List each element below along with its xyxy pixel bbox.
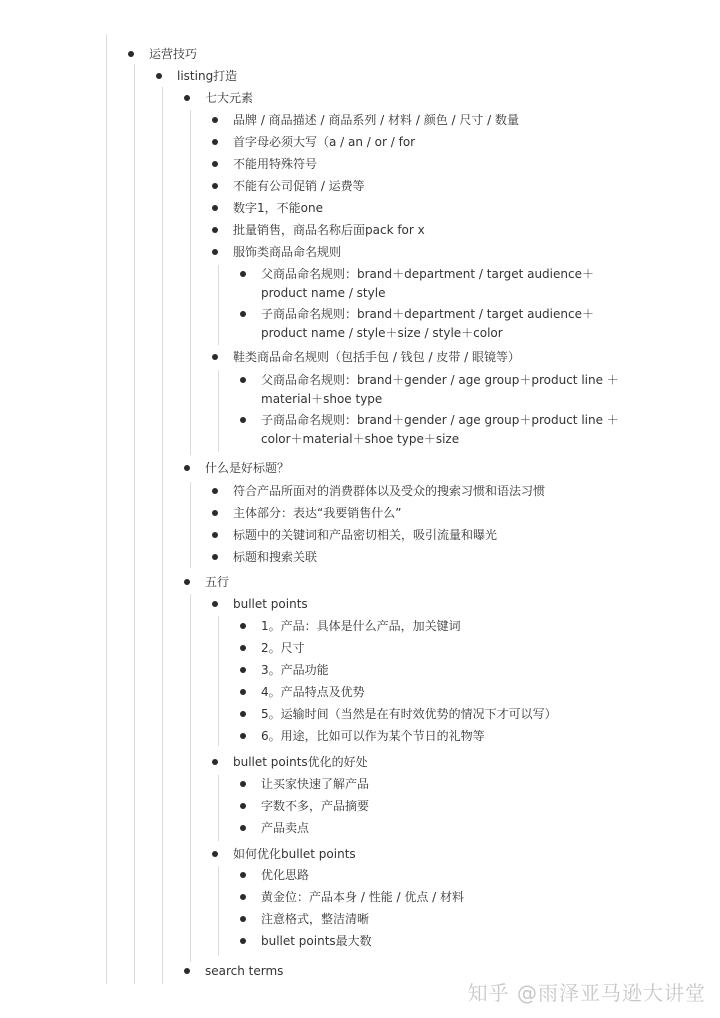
list-item bbox=[261, 866, 309, 885]
outline-guide-line bbox=[106, 34, 107, 984]
watermark: 知乎 @雨泽亚马逊大讲堂 bbox=[467, 981, 706, 1005]
bullet-dot-icon bbox=[212, 161, 218, 167]
list-item bbox=[233, 221, 425, 240]
outline-item-howto bbox=[233, 845, 356, 864]
item-text: 子商品命名规则：brand＋department / target audience＋ bbox=[261, 307, 594, 321]
outline-item-five-lines bbox=[205, 573, 229, 592]
list-item bbox=[261, 639, 305, 658]
list-item bbox=[233, 111, 519, 130]
list-item bbox=[233, 133, 415, 152]
item-text: 什么是好标题？ bbox=[205, 461, 290, 475]
bullet-dot-icon bbox=[240, 781, 246, 787]
list-item bbox=[261, 265, 594, 303]
bullet-dot-icon bbox=[212, 117, 218, 123]
bullet-dot-icon bbox=[240, 938, 246, 944]
bullet-dot-icon bbox=[184, 95, 190, 101]
item-text: 子商品命名规则：brand＋gender / age group＋product line ＋ bbox=[261, 413, 619, 427]
list-item bbox=[261, 683, 365, 702]
outline-guide-line bbox=[190, 594, 191, 962]
outline-guide-line bbox=[190, 110, 191, 455]
bullet-dot-icon bbox=[240, 311, 246, 317]
bullet-dot-icon bbox=[240, 825, 246, 831]
item-text: 五行 bbox=[205, 575, 230, 589]
outline-guide-line bbox=[218, 265, 219, 345]
item-text: 1。产品：具体是什么产品，加关键词 bbox=[261, 619, 461, 633]
item-text: product name / style bbox=[261, 286, 386, 300]
list-item bbox=[261, 705, 557, 724]
item-text: material＋shoe type bbox=[261, 392, 383, 406]
list-item bbox=[261, 305, 594, 343]
bullet-dot-icon bbox=[240, 417, 246, 423]
list-item bbox=[233, 348, 520, 367]
list-item bbox=[261, 910, 369, 929]
bullet-dot-icon bbox=[184, 465, 190, 471]
list-item bbox=[233, 177, 365, 196]
item-text: 4。产品特点及优势 bbox=[261, 685, 365, 699]
bullet-dot-icon bbox=[240, 377, 246, 383]
bullet-dot-icon bbox=[240, 689, 246, 695]
outline-item-benefits bbox=[233, 753, 368, 772]
item-text: 符合产品所面对的消费群体以及受众的搜索习惯和语法习惯 bbox=[233, 484, 546, 498]
item-text: 服饰类商品命名规则 bbox=[233, 245, 342, 259]
list-item bbox=[261, 661, 329, 680]
item-text: 数字1，不能one bbox=[233, 201, 323, 215]
list-item bbox=[261, 819, 309, 838]
item-text: bullet points bbox=[233, 597, 308, 611]
item-text: 3。产品功能 bbox=[261, 663, 329, 677]
item-text: 标题和搜索关联 bbox=[233, 550, 318, 564]
bullet-dot-icon bbox=[240, 733, 246, 739]
item-text: 让买家快速了解产品 bbox=[261, 777, 370, 791]
item-text: 批量销售，商品名称后面pack for x bbox=[233, 223, 425, 237]
list-item bbox=[233, 199, 323, 218]
list-item bbox=[233, 548, 317, 567]
item-text: 七大元素 bbox=[205, 91, 254, 105]
item-text: 父商品命名规则：brand＋gender / age group＋product line ＋ bbox=[261, 373, 619, 387]
item-text: product name / style＋size / style＋color bbox=[261, 326, 503, 340]
item-text: color＋material＋shoe type＋size bbox=[261, 432, 460, 446]
bullet-dot-icon bbox=[212, 139, 218, 145]
item-text: 字数不多，产品摘要 bbox=[261, 799, 370, 813]
outline-item-bullet-points bbox=[233, 595, 308, 614]
bullet-dot-icon bbox=[240, 667, 246, 673]
list-item bbox=[233, 482, 545, 501]
item-text: 优化思路 bbox=[261, 868, 310, 882]
item-text: 运营技巧 bbox=[149, 47, 198, 61]
outline-guide-line bbox=[218, 866, 219, 956]
bullet-dot-icon bbox=[240, 623, 246, 629]
item-text: 不能用特殊符号 bbox=[233, 157, 318, 171]
list-item bbox=[233, 243, 341, 262]
item-text: 品牌 / 商品描述 / 商品系列 / 材料 / 颜色 / 尺寸 / 数量 bbox=[233, 113, 520, 127]
item-text: 黄金位：产品本身 / 性能 / 优点 / 材料 bbox=[261, 890, 465, 904]
item-text: 鞋类商品命名规则（包括手包 / 钱包 / 皮带 / 眼镜等） bbox=[233, 350, 521, 364]
bullet-dot-icon bbox=[212, 851, 218, 857]
list-item bbox=[233, 526, 497, 545]
list-item bbox=[261, 888, 464, 907]
bullet-dot-icon bbox=[212, 183, 218, 189]
bullet-dot-icon bbox=[156, 73, 162, 79]
bullet-dot-icon bbox=[212, 532, 218, 538]
bullet-dot-icon bbox=[212, 601, 218, 607]
item-text: 首字母必须大写（a / an / or / for bbox=[233, 135, 416, 149]
bullet-dot-icon bbox=[212, 249, 218, 255]
item-text: search terms bbox=[205, 964, 284, 978]
bullet-dot-icon bbox=[240, 916, 246, 922]
item-text: 标题中的关键词和产品密切相关，吸引流量和曝光 bbox=[233, 528, 498, 542]
item-text: bullet points最大数 bbox=[261, 934, 372, 948]
item-text: 5。运输时间（当然是在有时效优势的情况下才可以写） bbox=[261, 707, 557, 721]
outline-guide-line bbox=[218, 616, 219, 746]
bullet-dot-icon bbox=[240, 711, 246, 717]
outline-guide-line bbox=[218, 775, 219, 841]
bullet-dot-icon bbox=[240, 271, 246, 277]
outline-item-listing bbox=[177, 67, 237, 86]
item-text: 注意格式，整洁清晰 bbox=[261, 912, 370, 926]
outline-item-seven-elements bbox=[205, 89, 253, 108]
item-text: 产品卖点 bbox=[261, 821, 310, 835]
outline-guide-line bbox=[162, 87, 163, 984]
list-item bbox=[261, 617, 461, 636]
bullet-dot-icon bbox=[212, 759, 218, 765]
outline-guide-line bbox=[134, 64, 135, 984]
outline-guide-line bbox=[190, 482, 191, 568]
bullet-dot-icon bbox=[240, 645, 246, 651]
outline-item-good-title bbox=[205, 459, 289, 478]
bullet-dot-icon bbox=[240, 872, 246, 878]
bullet-dot-icon bbox=[212, 205, 218, 211]
bullet-dot-icon bbox=[212, 354, 218, 360]
bullet-dot-icon bbox=[212, 510, 218, 516]
item-text: 2。尺寸 bbox=[261, 641, 305, 655]
outline-item-root bbox=[149, 45, 197, 64]
list-item bbox=[233, 504, 401, 523]
list-item bbox=[261, 932, 372, 951]
bullet-dot-icon bbox=[184, 579, 190, 585]
bullet-dot-icon bbox=[212, 554, 218, 560]
bullet-dot-icon bbox=[128, 51, 134, 57]
outline-item-search-terms bbox=[205, 962, 283, 981]
item-text: listing打造 bbox=[177, 69, 238, 83]
list-item bbox=[233, 155, 317, 174]
item-text: 不能有公司促销 / 运费等 bbox=[233, 179, 365, 193]
bullet-dot-icon bbox=[184, 968, 190, 974]
list-item bbox=[261, 775, 369, 794]
list-item bbox=[261, 371, 619, 409]
bullet-dot-icon bbox=[212, 227, 218, 233]
list-item bbox=[261, 797, 369, 816]
item-text: 主体部分：表达“我要销售什么” bbox=[233, 506, 402, 520]
outline-guide-line bbox=[218, 370, 219, 452]
item-text: 如何优化bullet points bbox=[233, 847, 356, 861]
list-item bbox=[261, 727, 485, 746]
item-text: bullet points优化的好处 bbox=[233, 755, 368, 769]
bullet-dot-icon bbox=[212, 488, 218, 494]
item-text: 父商品命名规则：brand＋department / target audience＋ bbox=[261, 267, 594, 281]
item-text: 6。用途，比如可以作为某个节日的礼物等 bbox=[261, 729, 485, 743]
list-item bbox=[261, 411, 619, 449]
bullet-dot-icon bbox=[240, 894, 246, 900]
bullet-dot-icon bbox=[240, 803, 246, 809]
